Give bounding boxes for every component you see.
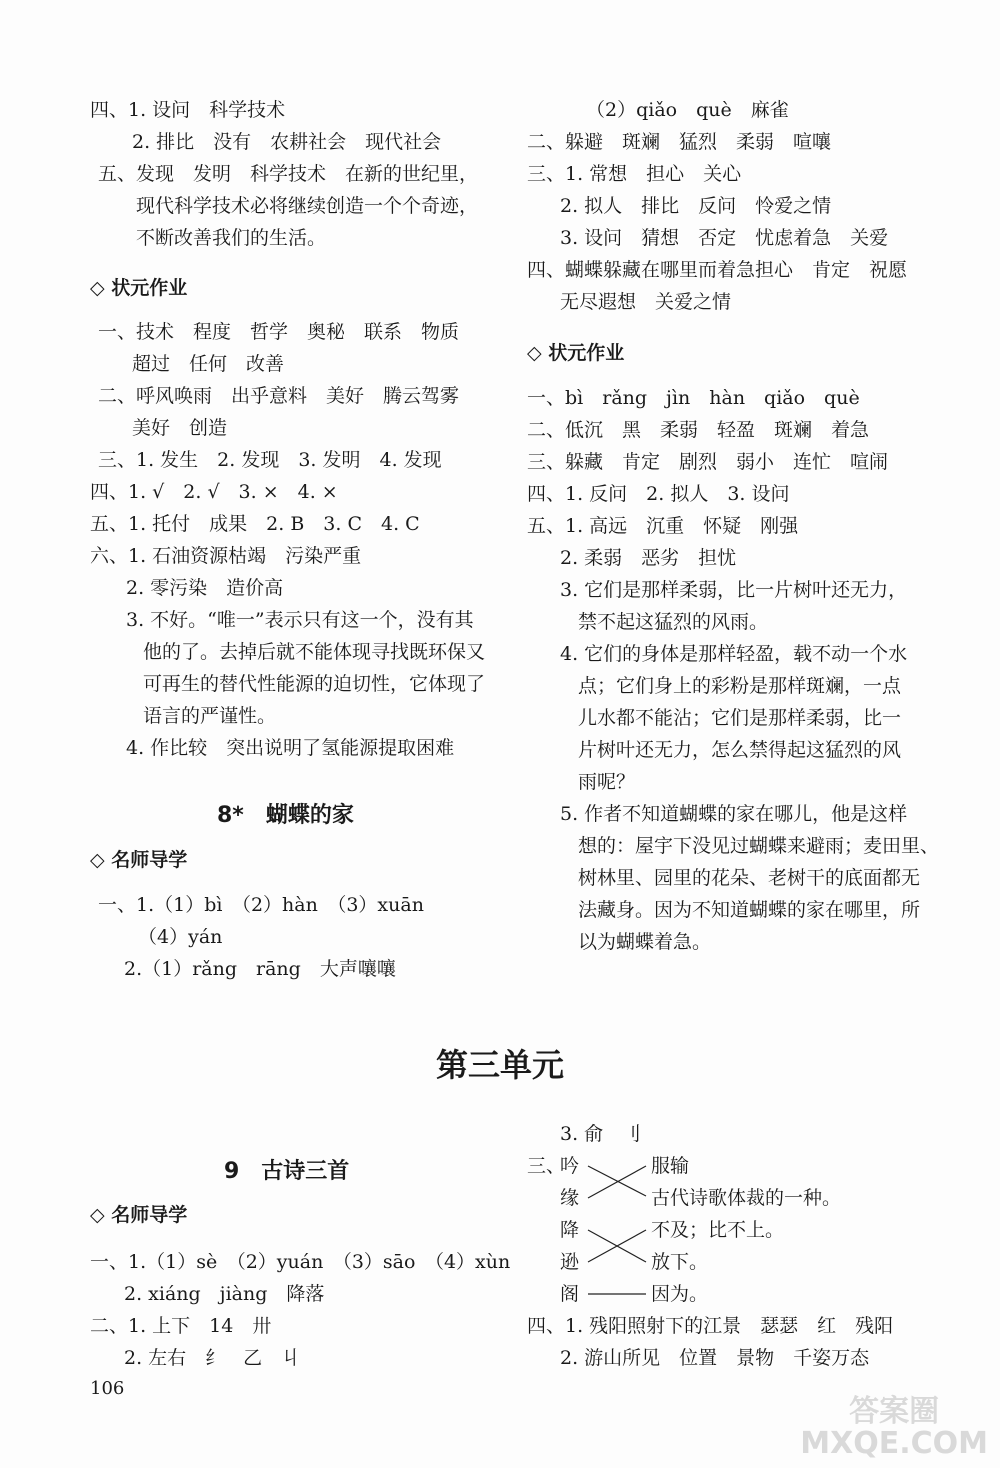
text-line: 无尽遐想 关爱之情 xyxy=(560,291,732,313)
match-right-item: 古代诗歌体裁的一种。 xyxy=(651,1187,842,1209)
match-right-item: 放下。 xyxy=(651,1251,709,1273)
text-line: 2. 游山所见 位置 景物 千姿万态 xyxy=(560,1347,870,1369)
text-line: 四、1. 残阳照射下的江景 瑟瑟 红 残阳 xyxy=(527,1315,894,1337)
unit-title: 第三单元 xyxy=(435,1046,564,1084)
page-number: 106 xyxy=(90,1378,125,1399)
match-right-item: 因为。 xyxy=(651,1283,709,1305)
text-line: 想的：屋宇下没见过蝴蝶来避雨；麦田里、 xyxy=(578,835,940,857)
text-line: 2. 左右 纟 乙 丩 xyxy=(124,1347,301,1369)
text-line: 5. 作者不知道蝴蝶的家在哪儿，他是这样 xyxy=(560,803,908,825)
match-left-item: 逊 xyxy=(560,1251,580,1273)
section-heading: ◇ 名师导学 xyxy=(90,1204,188,1226)
text-line: 三、1. 常想 担心 关心 xyxy=(527,163,742,185)
text-line: 美好 创造 xyxy=(132,417,228,439)
text-line: 超过 任何 改善 xyxy=(132,353,285,375)
text-line: 现代科学技术必将继续创造一个个奇迹， xyxy=(136,195,479,217)
watermark-text: 答案圈 MXQE.COM xyxy=(800,1394,988,1461)
text-line: 雨呢？ xyxy=(578,771,636,793)
text-line: 不断改善我们的生活。 xyxy=(136,227,327,249)
text-line: 片树叶还无力，怎么禁得起这猛烈的风 xyxy=(578,739,902,761)
match-label: 三、 xyxy=(527,1155,566,1177)
text-line: 禁不起这猛烈的风雨。 xyxy=(578,611,769,633)
text-line: 可再生的替代性能源的迫切性，它体现了 xyxy=(143,673,486,695)
text-line: 儿水都不能沾；它们是那样柔弱，比一 xyxy=(578,707,902,729)
text-line: 五、1. 托付 成果 2. B 3. C 4. C xyxy=(90,513,420,535)
text-line: 3. 它们是那样柔弱，比一片树叶还无力， xyxy=(560,579,908,601)
text-line: 一、bì rǎng jìn hàn qiǎo què xyxy=(527,387,860,409)
match-left-item: 吟 xyxy=(560,1155,580,1177)
text-line: 以为蝴蝶着急。 xyxy=(578,931,712,953)
match-left-item: 缘 xyxy=(560,1187,580,1209)
text-line: 三、躲藏 肯定 剧烈 弱小 连忙 喧闹 xyxy=(527,451,889,473)
section-heading: ◇ 名师导学 xyxy=(90,849,188,871)
text-line: 2. xiáng jiàng 降落 xyxy=(124,1283,325,1305)
text-line: 2.（1）rǎng rāng 大声嚷嚷 xyxy=(124,958,396,980)
text-line: 2. 零污染 造价高 xyxy=(126,577,284,599)
text-line: 四、1. √ 2. √ 3. × 4. × xyxy=(90,481,338,503)
text-line: 一、1.（1）sè （2）yuán （3）sāo （4）xùn xyxy=(90,1251,511,1273)
match-right-item: 服输 xyxy=(651,1155,690,1177)
text-line: 六、1. 石油资源枯竭 污染严重 xyxy=(90,545,362,567)
text-line: 一、技术 程度 哲学 奥秘 联系 物质 xyxy=(98,321,460,343)
text-line: （2）qiǎo què 麻雀 xyxy=(586,99,789,121)
text-line: 2. 柔弱 恶劣 担忧 xyxy=(560,547,737,569)
text-line: 二、躲避 斑斓 猛烈 柔弱 喧嚷 xyxy=(527,131,832,153)
match-right-item: 不及；比不上。 xyxy=(651,1219,785,1241)
text-line: 语言的严谨性。 xyxy=(143,705,277,727)
lesson-title: 9 古诗三首 xyxy=(224,1159,350,1184)
text-line: 四、1. 设问 科学技术 xyxy=(90,99,286,121)
text-line: 3. 不好。“唯一”表示只有这一个，没有其 xyxy=(126,609,474,631)
text-line: 四、1. 反问 2. 拟人 3. 设问 xyxy=(527,483,790,505)
text-line: 一、1.（1）bì （2）hàn （3）xuān xyxy=(98,894,424,916)
watermark-logo xyxy=(800,1396,988,1460)
section-heading: ◇ 状元作业 xyxy=(527,342,625,364)
text-line: 五、发现 发明 科学技术 在新的世纪里， xyxy=(98,163,479,185)
text-line: 3. 俞 刂 xyxy=(560,1123,642,1145)
match-left-item: 阁 xyxy=(560,1283,580,1305)
text-line: 二、1. 上下 14 卅 xyxy=(90,1315,272,1337)
text-line: 3. 设问 猜想 否定 忧虑着急 关爱 xyxy=(560,227,889,249)
text-line: 树林里、园里的花朵、老树干的底面都无 xyxy=(578,867,921,889)
text-line: （4）yán xyxy=(138,926,223,948)
text-line: 三、1. 发生 2. 发现 3. 发明 4. 发现 xyxy=(98,449,442,471)
text-line: 2. 拟人 排比 反问 怜爱之情 xyxy=(560,195,832,217)
text-line: 二、呼风唤雨 出乎意料 美好 腾云驾雾 xyxy=(98,385,460,407)
text-line: 2. 排比 没有 农耕社会 现代社会 xyxy=(132,131,442,153)
text-line: 二、低沉 黑 柔弱 轻盈 斑斓 着急 xyxy=(527,419,870,441)
text-line: 五、1. 高远 沉重 怀疑 刚强 xyxy=(527,515,799,537)
lesson-title: 8* 蝴蝶的家 xyxy=(217,803,354,828)
section-heading: ◇ 状元作业 xyxy=(90,277,188,299)
text-line: 点；它们身上的彩粉是那样斑斓，一点 xyxy=(578,675,902,697)
match-left-item: 降 xyxy=(560,1219,580,1241)
text-line: 4. 它们的身体是那样轻盈，载不动一个水 xyxy=(560,643,908,665)
text-line: 四、蝴蝶躲藏在哪里而着急担心 肯定 祝愿 xyxy=(527,259,908,281)
text-line: 他的了。去掉后就不能体现寻找既环保又 xyxy=(143,641,486,663)
text-line: 4. 作比较 突出说明了氢能源提取困难 xyxy=(126,737,455,759)
text-line: 法藏身。因为不知道蝴蝶的家在哪里，所 xyxy=(578,899,921,921)
